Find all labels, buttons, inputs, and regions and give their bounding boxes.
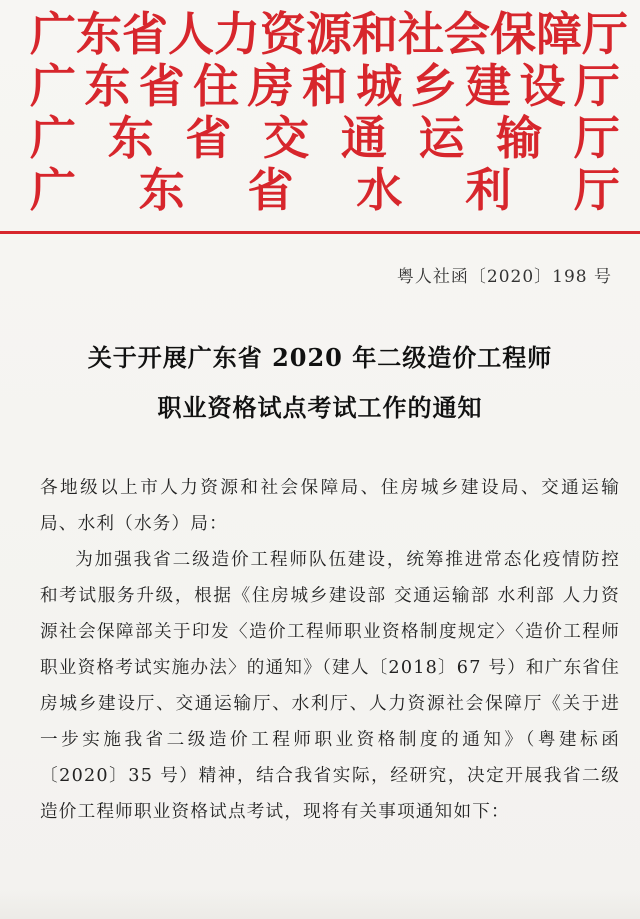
- letterhead-char: 东: [107, 110, 154, 165]
- letterhead-char: 运: [418, 110, 465, 165]
- letterhead-char: 资: [260, 6, 306, 61]
- letterhead-char: 保: [490, 6, 536, 61]
- letterhead-line-1: [30, 6, 628, 61]
- letterhead-char: 交: [263, 110, 310, 165]
- letterhead-char: 输: [496, 110, 543, 165]
- letterhead: [30, 6, 628, 217]
- letterhead-char: 广: [30, 110, 76, 165]
- letterhead-char: 住: [193, 58, 240, 113]
- letterhead-char: 会: [444, 6, 490, 61]
- letterhead-char: 乡: [410, 58, 457, 113]
- body-paragraph-1: 为加强我省二级造价工程师队伍建设，统筹推进常态化疫情防控和考试服务升级，根据《住房城乡建设部 交通运输部 水利部 人力资源社会保障部关于印发〈造价工程师职业资格制度规定〉〈造价工程师职业资格考试实施办法〉的通知》（建人〔2018〕67 号）和广东省住房城乡建设厅、交通运输厅、水利厅、人力资源社会保障厅《关于进一步实施我省二级造价工程师职业资格制度的通知》（粤建标函〔2020〕35 号）精神，结合我省实际，经研究，决定开展我省二级造价工程师职业资格试点考试，现将有关事项通知如下：: [40, 550, 620, 822]
- letterhead-char: 厅: [573, 58, 620, 113]
- letterhead-char: 通: [340, 110, 387, 165]
- letterhead-char: 力: [214, 6, 260, 61]
- letterhead-char: 东: [76, 6, 122, 61]
- letterhead-char: 社: [398, 6, 444, 61]
- letterhead-char: 房: [247, 58, 294, 113]
- document-title-line-1: 关于开展广东省 2020 年二级造价工程师: [87, 343, 553, 372]
- letterhead-char: 城: [356, 58, 403, 113]
- letterhead-line-2: [30, 60, 620, 112]
- addressee: 各地级以上市人力资源和社会保障局、住房城乡建设局、交通运输局、水利（水务）局：: [40, 478, 620, 534]
- letterhead-char: 人: [168, 6, 214, 61]
- letterhead-char: 源: [306, 6, 352, 61]
- letterhead-char: 水: [356, 162, 403, 217]
- letterhead-char: 东: [84, 58, 131, 113]
- letterhead-char: 省: [138, 58, 185, 113]
- document-body: [40, 470, 620, 830]
- letterhead-char: 利: [465, 162, 512, 217]
- letterhead-line-4: [30, 164, 620, 216]
- letterhead-char: 东: [138, 162, 185, 217]
- document-number: 粤人社函〔2020〕198 号: [396, 267, 612, 287]
- letterhead-char: 省: [122, 6, 168, 61]
- letterhead-char: 广: [30, 6, 76, 61]
- document-title-line-2: 职业资格试点考试工作的通知: [157, 393, 483, 422]
- letterhead-char: 广: [30, 162, 76, 217]
- letterhead-divider: [0, 231, 640, 234]
- letterhead-char: 和: [301, 58, 348, 113]
- page-edge-shadow: [0, 889, 640, 919]
- letterhead-char: 厅: [573, 110, 620, 165]
- letterhead-char: 广: [30, 58, 76, 113]
- letterhead-line-3: [30, 112, 620, 164]
- letterhead-char: 建: [465, 58, 512, 113]
- letterhead-char: 厅: [582, 6, 628, 61]
- letterhead-char: 和: [352, 6, 398, 61]
- letterhead-char: 设: [519, 58, 566, 113]
- letterhead-char: 厅: [573, 162, 620, 217]
- letterhead-char: 省: [247, 162, 294, 217]
- letterhead-char: 省: [185, 110, 232, 165]
- letterhead-char: 障: [536, 6, 582, 61]
